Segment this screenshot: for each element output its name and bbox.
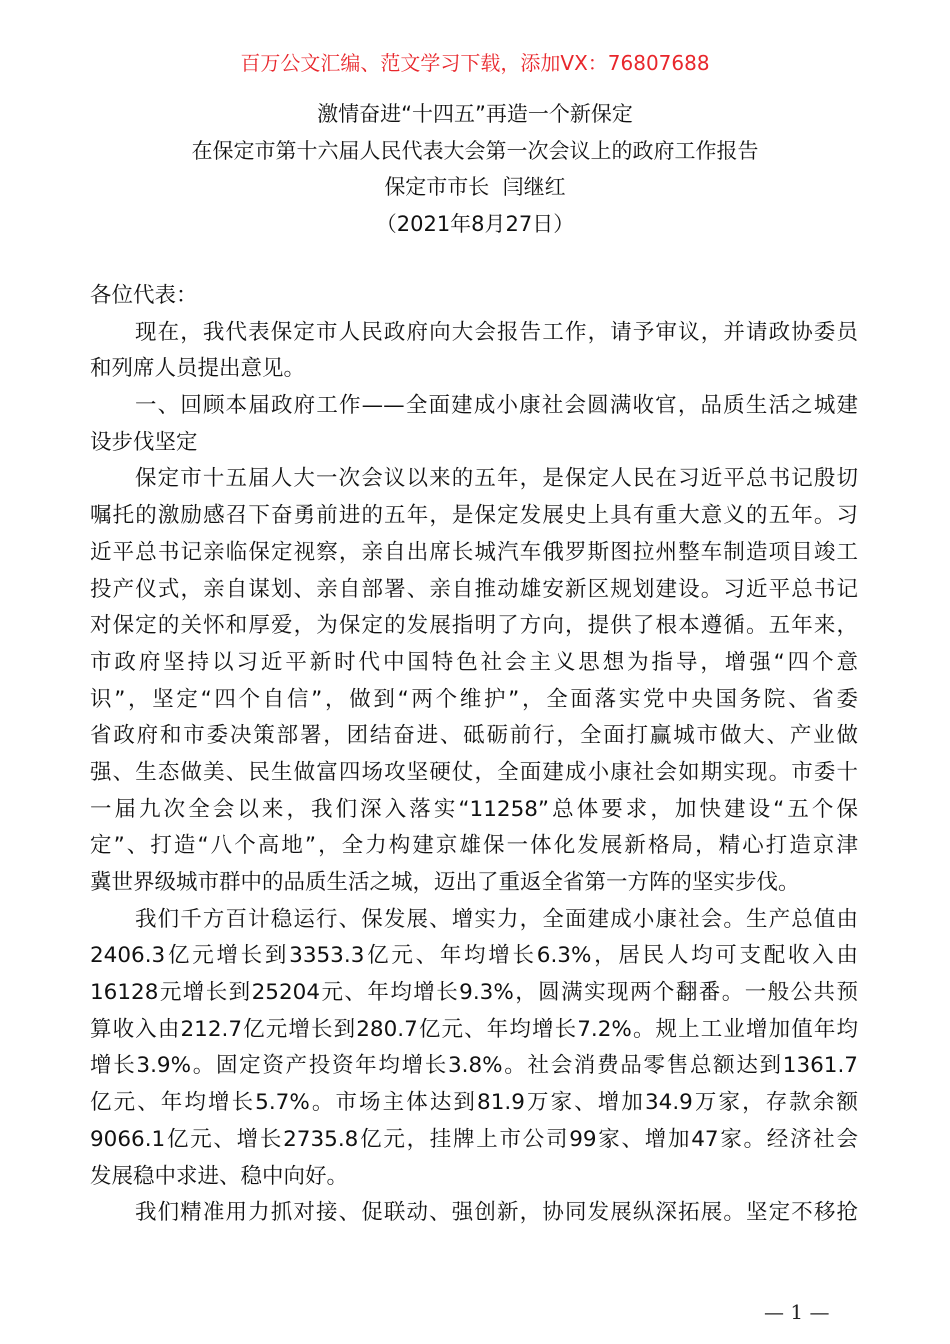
text-line: 算收入由212.7亿元增长到280.7亿元、年均增长7.2%。规上工业增加值年均 (90, 1016, 858, 1042)
text-line: 我们精准用力抓对接、促联动、强创新，协同发展纵深拓展。坚定不移抢 (135, 1200, 858, 1226)
text-line: 各位代表： (90, 283, 198, 308)
text-line: 嘱托的激励感召下奋勇前进的五年，是保定发展史上具有重大意义的五年。习 (90, 503, 858, 529)
text-line: 一、回顾本届政府工作——全面建成小康社会圆满收官，品质生活之城建 (135, 393, 858, 419)
text-line: 对保定的关怀和厚爱，为保定的发展指明了方向，提供了根本遵循。五年来， (90, 613, 858, 639)
text-line: 设步伐坚定 (90, 429, 198, 455)
author: 保定市市长 闫继红 (384, 175, 566, 200)
paragraph (90, 461, 858, 901)
text-line: 发展稳中求进、稳中向好。 (90, 1163, 349, 1189)
text-line: 亿元、年均增长5.7%。市场主体达到81.9万家、增加34.9万家，存款余额 (90, 1090, 858, 1116)
text-line: 保定市十五届人大一次会议以来的五年，是保定人民在习近平总书记殷切 (135, 466, 858, 492)
text-line: 识”，坚定“四个自信”，做到“两个维护”，全面落实党中央国务院、省委 (90, 686, 858, 712)
page-number: — 1 — (764, 1300, 830, 1324)
text-line: 一届九次全会以来，我们深入落实“11258”总体要求，加快建设“五个保 (90, 796, 858, 822)
text-line: 强、生态做美、民生做富四场攻坚硬仗，全面建成小康社会如期实现。市委十 (90, 759, 858, 785)
date: （2021年8月27日） (375, 212, 575, 237)
text-line: 16128元增长到25204元、年均增长9.3%，圆满实现两个翻番。一般公共预 (90, 980, 858, 1006)
text-line: 近平总书记亲临保定视察，亲自出席长城汽车俄罗斯图拉州整车制造项目竣工 (90, 539, 858, 565)
text-line: 我们千方百计稳运行、保发展、增实力，全面建成小康社会。生产总值由 (135, 906, 858, 932)
text-line: 省政府和市委决策部署，团结奋进、砥砺前行，全面打赢城市做大、产业做 (90, 723, 858, 749)
main-title: 激情奋进“十四五”再造一个新保定 (317, 102, 633, 126)
text-line: 投产仪式，亲自谋划、亲自部署、亲自推动雄安新区规划建设。习近平总书记 (90, 576, 858, 602)
document-body (90, 278, 858, 1232)
text-line: 和列席人员提出意见。 (90, 356, 306, 382)
text-line: 增长3.9%。固定资产投资年均增长3.8%。社会消费品零售总额达到1361.7 (90, 1053, 858, 1079)
paragraph (90, 1195, 858, 1232)
paragraph (90, 902, 858, 1196)
text-line: 9066.1亿元、增长2735.8亿元，挂牌上市公司99家、增加47家。经济社会 (90, 1126, 858, 1152)
document-title-block (0, 96, 950, 243)
text-line: 冀世界级城市群中的品质生活之城，迈出了重返全省第一方阵的坚实步伐。 (90, 870, 800, 895)
watermark-banner: 百万公文汇编、范文学习下载，添加VX：76807688 (240, 51, 710, 75)
paragraph (90, 278, 858, 315)
text-line: 2406.3亿元增长到3353.3亿元、年均增长6.3%，居民人均可支配收入由 (90, 943, 858, 969)
text-line: 市政府坚持以习近平新时代中国特色社会主义思想为指导，增强“四个意 (90, 649, 858, 675)
text-line: 现在，我代表保定市人民政府向大会报告工作，请予审议，并请政协委员 (135, 319, 858, 345)
text-line: 定”、打造“八个高地”，全力构建京雄保一体化发展新格局，精心打造京津 (90, 833, 858, 859)
subtitle: 在保定市第十六届人民代表大会第一次会议上的政府工作报告 (191, 138, 759, 163)
paragraph (90, 388, 858, 461)
paragraph (90, 315, 858, 388)
